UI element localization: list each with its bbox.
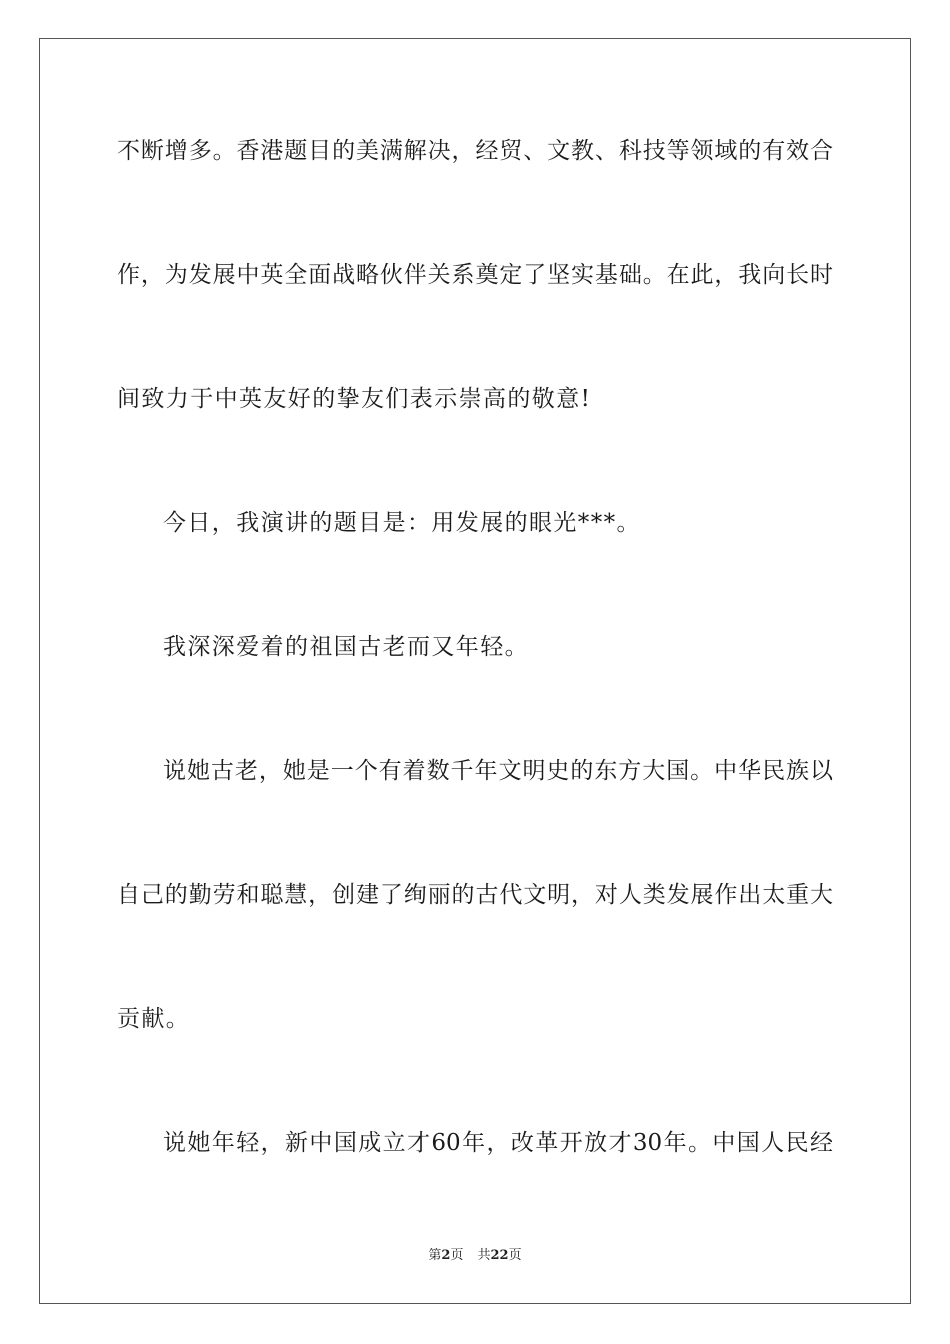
paragraph-line: 说她古老，她是一个有着数千年文明史的东方大国。中华民族以 [163,758,833,784]
page-footer [0,1248,950,1264]
paragraph-line: 贡献。 [117,1006,191,1032]
paragraph-line: 今日，我演讲的题目是：用发展的眼光***。 [163,510,641,536]
paragraph-line: 作，为发展中英全面战略伙伴关系奠定了坚实基础。在此，我向长时 [117,262,833,288]
total-label-prefix: 共 [477,1248,491,1263]
total-label-suffix: 页 [508,1248,522,1263]
page-frame [39,38,911,1304]
paragraph-line: 我深深爱着的祖国古老而又年轻。 [163,634,529,660]
page-number: 2 [441,1248,451,1263]
page-label-suffix: 页 [450,1248,464,1263]
paragraph-line: 不断增多。香港题目的美满解决，经贸、文教、科技等领域的有效合 [117,138,833,164]
total-pages: 22 [490,1248,509,1263]
paragraph-line: 说她年轻，新中国成立才60年，改革开放才30年。中国人民经 [163,1130,833,1156]
page-label-prefix: 第 [428,1248,442,1263]
paragraph-line: 间致力于中英友好的挚友们表示崇高的敬意! [117,386,592,412]
paragraph-line: 自己的勤劳和聪慧，创建了绚丽的古代文明，对人类发展作出太重大 [117,882,833,908]
